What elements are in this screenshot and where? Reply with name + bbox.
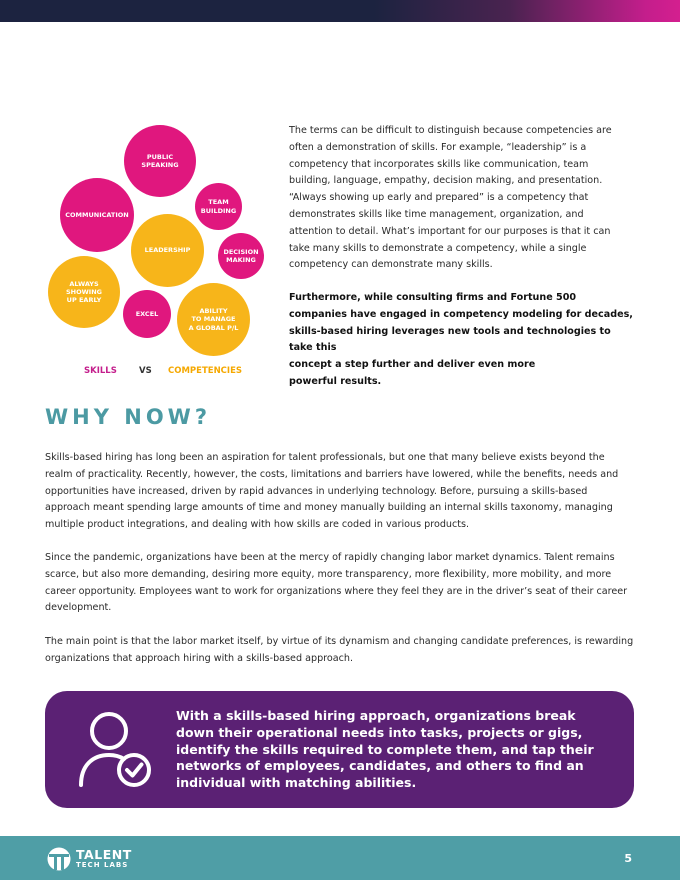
legend-vs: VS — [139, 366, 152, 376]
bubble-label: DECISION MAKING — [223, 247, 259, 264]
bubble-always-showing-up-early — [48, 256, 120, 328]
bubble-label: COMMUNICATION — [65, 210, 129, 219]
bubble-excel — [123, 290, 171, 338]
body-paragraph: The main point is that the labor market itself, by virtue of its dynamism and changing candidate preferences, is rewarding organizations that approach hiring with a skills-based approach. — [45, 636, 634, 664]
bubble-label: PUBLIC SPEAKING — [141, 152, 179, 169]
bubble-label: EXCEL — [135, 309, 159, 318]
bubble-communication — [60, 178, 134, 252]
logo-text-primary: TALENT — [76, 847, 132, 862]
bubble-label: ABILITY TO MANAGE A GLOBAL P/L — [188, 307, 239, 332]
intro-paragraph: The terms can be difficult to distinguish because competencies are often a demonstration of skills. For example, “leadership” is a competency that incorporates skills like communication, team building, language, empathy, decision making, and presentation. “Always showing up early and prepared” is a competency that demonstrates skills like time management, organization, and attention to detail. What’s important for our purposes is that it can take many skills to demonstrate a competency, while a single competency can demonstrate many skills. — [289, 125, 612, 271]
section-title: WHY NOW? — [45, 405, 212, 429]
body-paragraph: Since the pandemic, organizations have been at the mercy of rapidly changing labor market dynamics. Talent remains scarce, but also more demanding, desiring more equity, more transparency, more flexibility, more mobility, and more career opportunity. Employees want to work for organizations where they feel they are in the driver’s seat of their career development. — [45, 552, 628, 614]
bubble-ability-to-manage — [177, 283, 250, 356]
bubble-leadership — [131, 214, 204, 287]
page-number: 5 — [624, 852, 632, 865]
callout-box — [45, 691, 634, 808]
bubble-label: LEADERSHIP — [144, 246, 191, 255]
bubble-team-building — [195, 183, 242, 230]
intro-bold-paragraph: Furthermore, while consulting firms and Fortune 500 companies have engaged in competency modeling for decades, skills-based hiring leverages new tools and technologies to take this concept a step further and deliver even more powerful results. — [289, 292, 633, 387]
logo-text-secondary: TECH LABS — [76, 861, 129, 869]
body-paragraph: Skills-based hiring has long been an aspiration for talent professionals, but one that many believe exists beyond the realm of practicality. Recently, however, the costs, limitations and barriers have lowered, while the benefits, needs and opportunities have increased, driven by rapid advances in underlying technology. Before, pursuing a skills-based approach meant spending large amounts of time and money manually building an internal skills taxonomy, managing multiple product integrations, and dealing with how skills are coded in various products. — [45, 452, 619, 531]
footer — [0, 836, 680, 880]
bubble-label: TEAM BUILDING — [200, 198, 237, 215]
bubble-label: ALWAYS SHOWING UP EARLY — [65, 279, 102, 305]
skills-vs-competencies-diagram — [0, 0, 280, 400]
talent-tech-labs-logo-icon — [47, 847, 71, 871]
bubble-decision-making — [218, 233, 264, 279]
user-check-icon — [77, 709, 155, 791]
bubble-public-speaking — [124, 125, 196, 197]
legend-competencies: COMPETENCIES — [168, 366, 243, 376]
legend-skills: SKILLS — [84, 366, 117, 376]
callout-text: With a skills-based hiring approach, organizations break down their operational needs into tasks, projects or gigs, identify the skills required to complete them, and tap their networks of employees, candidates, and others to find an individual with matching abilities. — [176, 708, 594, 791]
